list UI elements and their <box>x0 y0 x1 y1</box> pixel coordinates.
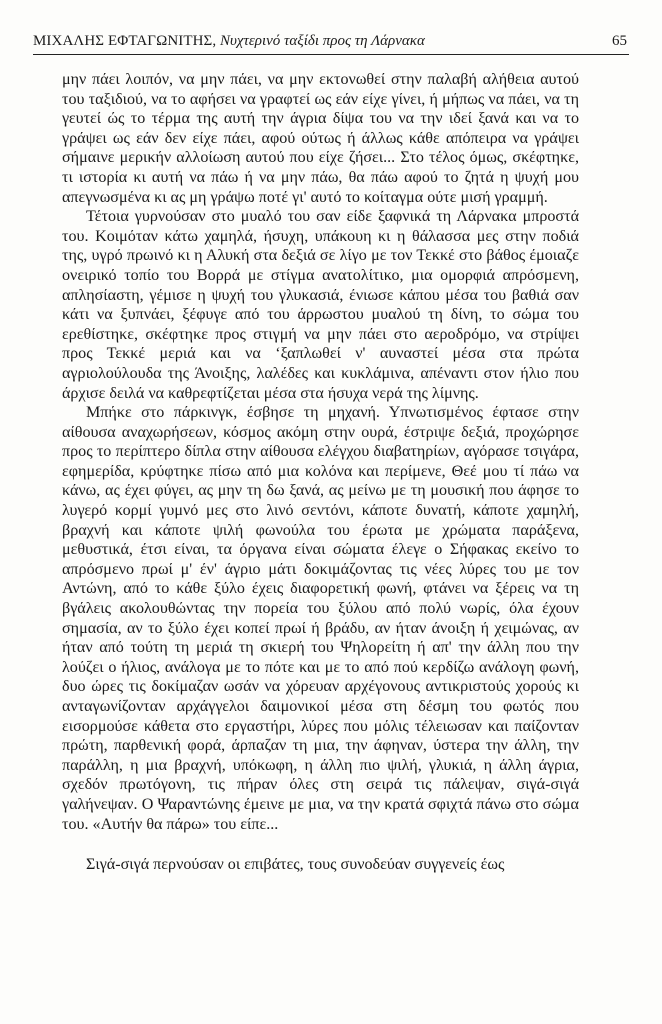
header-author: ΜΙΧΑΛΗΣ ΕΦΤΑΓΩΝΙΤΗΣ, <box>33 33 217 49</box>
page-body <box>62 70 579 875</box>
paragraph-1: μην πάει λοιπόν, να μην πάει, να μην εκτονωθεί στην παλαβή αλήθεια αυτού του ταξιδιού, να το αφήσει να γραφτεί ως εάν είχε γίνει, ή μήπως να πάει, να τη γευτεί ώς το τέρμα της αυτή την άγρια δίψα του να την ιδεί ξανά και να το γράψει ως εάν δεν είχε πάει, αφού ούτως ή άλλως κάθε απόπειρα να γράψει σήμαινε μερικήν αλλοίωση αυτού που είχε ζήσει... Στο τέλος όμως, σκέφτηκε, τι ιστορία κι αυτή να πάω ή να μην πάω, θα πάω αφού το ζητά η ψυχή μου απεγνωσμένα κι ας μη γράψω ποτέ γι' αυτό το κοίταγμα ούτε μισή γραμμή. <box>62 71 579 206</box>
paragraph-4: Σιγά-σιγά περνούσαν οι επιβάτες, τους συνοδεύαν συγγενείς έως <box>86 856 505 874</box>
header-title: Νυχτερινό ταξίδι προς τη Λάρνακα <box>219 33 425 49</box>
running-header <box>33 30 629 55</box>
paragraph-2: Τέτοια γυρνούσαν στο μυαλό του σαν είδε ξαφνικά τη Λάρνακα μπροστά του. Κοιμόταν κάτω χαμηλά, ήσυχη, υπάκουη κι η θάλασσα μες στην ποδιά της, υγρό πρωινό κι η Αλυκή στα δεξιά σε λίγο με τον Τεκκέ στο βάθος έμοιαζε ονειρικό τοπίο του Βορρά με στίγμα ανατολίτικο, μια ομορφιά απρόσμενη, απλησίαστη, γέμισε η ψυχή του γλυκασιά, ένιωσε κάπου μέσα του βαθιά σαν κάτι να ξυπνάει, ξέφυγε από του άρρωστου μυαλού τη δίνη, το σώμα του ερεθίστηκε, σκέφτηκε προς στιγμή να μην πάει στο αεροδρόμο, να στρίψει προς Τεκκέ μεριά και να ‘ξαπλωθεί ν' αυναστεί μέσα στα πρώτα αγριολούλουδα της Άνοιξης, λαλέδες και κυκλάμινα, απέναντι στον ήλιο που άρχισε δειλά να καθρεφτίζεται μέσα στα ήσυχα νερά της λίμνης. <box>62 208 579 402</box>
page-number: 65 <box>612 33 627 49</box>
paragraph-3: Μπήκε στο πάρκινγκ, έσβησε τη μηχανή. Υπνωτισμένος έφτασε στην αίθουσα αναχωρήσεων, κόσμος ακόμη στην ουρά, έστριψε δεξιά, προχώρησε προς το περίπτερο δίπλα στην αίθουσα ελέγχου διαβατηρίων, αγόρασε τσιγάρα, εφημερίδα, κρύφτηκε πίσω από μια κολόνα και περίμενε, Θεέ μου τί πάω να κάνω, ας έχει φύγει, ας μην τη δω ξανά, ας μείνω με τη μουσική που άφησε το λυγερό κορμί γυμνό μες στο λινό σεντόνι, κάποτε δυνατή, κάποτε χαμηλή, βραχνή και κάποτε ψιλή φωνούλα του έρωτα με χρώματα παράξενα, μεθυστικά, έτσι είναι, τα όργανα είναι σώματα έλεγε ο Σήφακας εκείνο το απρόσμενο πρωί μ' έν' άγριο μάτι δοκιμάζοντας τις νέες λύρες του με τον Αντώνη, από το κάθε ξύλο έχεις διαφορετική φωνή, φτάνει να ξέρεις να τη βγάλεις ακολουθώντας την πορεία του ξύλου από πολύ νωρίς, όλα έχουν σημασία, αν το ξύλο έχει κοπεί πρωί ή βράδυ, αν ήταν άνοιξη ή χειμώνας, αν ήταν από τούτη τη μεριά τη σκιερή του Ψηλορείτη ή απ' την άλλη που την λούζει ο ήλιος, ανάλογα με το πότε και με το από πού κερδίζω ανάλογη φωνή, δυο ώρες τις δοκίμαζαν ωσάν να χόρευαν αρχέγονους αντικριστούς χορούς κι ανταγωνίζονταν αρχάγγελοι δαιμονικοί μέσα στη δέσμη του φωτός που εισορμούσε κάθετα στο εργαστήρι, λύρες που μόλις τέλειωσαν και παίζονταν πρώτη, παρθενική φορά, άρπαζαν τη μια, την άφηναν, ύστερα την άλλη, την παράλλη, η μια βραχνή, υπόκωφη, η άλλη πιο ψιλή, γλυκιά, η άλλη άγρια, σχεδόν πρωτόγονη, τις πήραν όλες στη σειρά τις πάλεψαν, σιγά-σιγά γαλήνεψαν. Ο Ψαραντώνης έμεινε με μια, να την κρατά σφιχτά πάνω στο σώμα του. «Αυτήν θα πάρω» του είπε... <box>62 404 579 833</box>
